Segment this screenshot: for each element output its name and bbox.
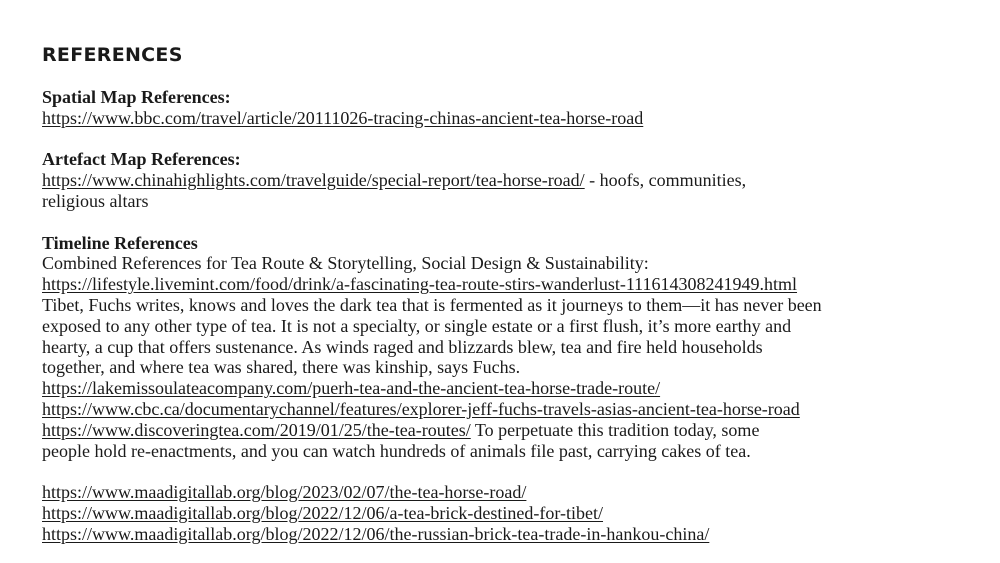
artefact-link-chinahighlights[interactable]: https://www.chinahighlights.com/travelguide/special-report/tea-horse-road/ <box>42 170 585 191</box>
timeline-link-cbc[interactable]: https://www.cbc.ca/documentarychannel/features/explorer-jeff-fuchs-travels-asias-ancient-tea-horse-road <box>42 398 800 419</box>
quote-line: Tibet, Fuchs writes, knows and loves the dark tea that is fermented as it journeys to them—it has never been <box>42 294 822 315</box>
timeline-heading: Timeline References <box>42 232 198 253</box>
artefact-note: - hoofs, communities, <box>584 170 747 191</box>
more-link-russian-brick-tea[interactable]: https://www.maadigitallab.org/blog/2022/12/06/the-russian-brick-tea-trade-in-hankou-china/ <box>42 523 710 544</box>
section-spacer <box>42 129 972 150</box>
quote-line: together, and where tea was shared, there was kinship, says Fuchs. <box>42 357 521 378</box>
spatial-link-row <box>42 108 972 129</box>
page-title: REFERENCES <box>42 44 183 66</box>
quote-line: hearty, a cup that offers sustenance. As winds raged and blizzards blew, tea and fire held households <box>42 336 763 357</box>
timeline-link-row <box>42 399 972 420</box>
discoveringtea-note-continued: people hold re-enactments, and you can watch hundreds of animals file past, carrying cakes of tea. <box>42 440 751 461</box>
timeline-link-livemint[interactable]: https://lifestyle.livemint.com/food/drink/a-fascinating-tea-route-stirs-wanderlust-111614308241949.html <box>42 274 798 295</box>
more-link-tea-brick-tibet[interactable]: https://www.maadigitallab.org/blog/2022/12/06/a-tea-brick-destined-for-tibet/ <box>42 502 604 523</box>
timeline-link-row <box>42 274 972 295</box>
more-link-tea-horse-road[interactable]: https://www.maadigitallab.org/blog/2023/02/07/the-tea-horse-road/ <box>42 482 527 503</box>
section-spacer <box>42 461 972 482</box>
artefact-link-row <box>42 170 972 191</box>
artefact-note-continued: religious altars <box>42 190 149 211</box>
section-spacer <box>42 212 972 233</box>
timeline-link-lakemissoula[interactable]: https://lakemissoulateacompany.com/puerh-tea-and-the-ancient-tea-horse-trade-route/ <box>42 378 661 399</box>
timeline-intro: Combined References for Tea Route & Storytelling, Social Design & Sustainability: <box>42 253 649 274</box>
spatial-link-bbc[interactable]: https://www.bbc.com/travel/article/20111026-tracing-chinas-ancient-tea-horse-road <box>42 107 644 128</box>
timeline-link-row <box>42 420 972 441</box>
more-link-row <box>42 503 972 524</box>
more-link-row <box>42 482 972 503</box>
spatial-map-heading: Spatial Map References: <box>42 87 231 107</box>
timeline-link-discoveringtea[interactable]: https://www.discoveringtea.com/2019/01/25/the-tea-routes/ <box>42 419 471 440</box>
discoveringtea-note: To perpetuate this tradition today, some <box>470 419 760 440</box>
timeline-link-row <box>42 378 972 399</box>
references-body <box>42 87 972 545</box>
quote-line: exposed to any other type of tea. It is not a specialty, or single estate or a first flush, it’s more earthy and <box>42 315 792 336</box>
artefact-map-heading: Artefact Map References: <box>42 149 241 170</box>
more-link-row <box>42 524 972 545</box>
